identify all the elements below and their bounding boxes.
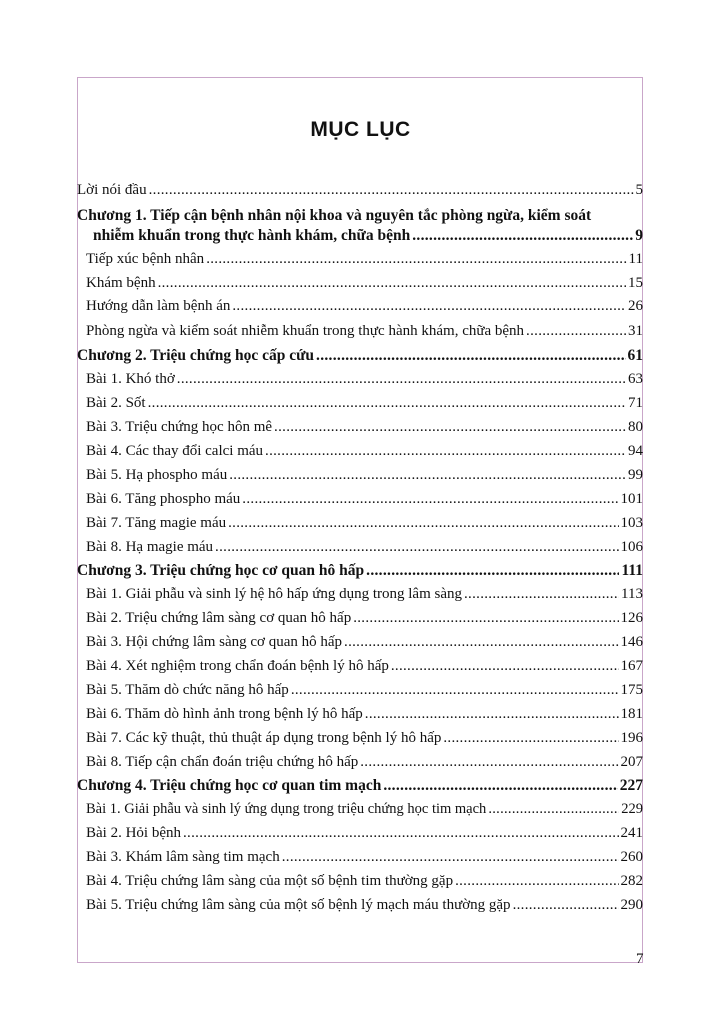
toc-leader: [455, 872, 618, 891]
toc-entry[interactable]: [86, 657, 643, 676]
toc-leader: [366, 561, 619, 580]
toc-entry-label: Lời nói đầu: [77, 182, 147, 198]
toc-entry-label: Bài 4. Xét nghiệm trong chẩn đoán bệnh lý hô hấp: [86, 658, 389, 674]
toc-leader: [177, 370, 626, 389]
toc-entry-page: 146: [620, 634, 643, 650]
toc-leader: [464, 585, 619, 604]
toc-entry-label: Bài 1. Giải phẫu và sinh lý ứng dụng trong triệu chứng học tim mạch: [86, 801, 487, 817]
toc-entry-page: 167: [620, 658, 643, 674]
toc-entry-page: 31: [628, 323, 643, 339]
toc-leader: [149, 181, 634, 200]
toc-entry-label: Bài 5. Thăm dò chức năng hô hấp: [86, 682, 289, 698]
toc-leader: [148, 394, 626, 413]
toc-chapter-4[interactable]: [77, 776, 643, 795]
toc-entry[interactable]: [86, 800, 643, 819]
toc-leader: [526, 322, 626, 341]
toc-leader: [158, 274, 626, 293]
toc-entry[interactable]: [86, 585, 643, 604]
toc-entry-page: 9: [635, 227, 643, 244]
toc-leader: [265, 442, 626, 461]
toc-entry[interactable]: [86, 514, 643, 533]
toc-entry-page: 26: [628, 298, 643, 314]
toc-entry-page: 260: [620, 849, 643, 865]
toc-leader: [383, 776, 617, 795]
toc-entry-label: Chương 3. Triệu chứng học cơ quan hô hấp: [77, 562, 365, 579]
page-title: MỤC LỤC: [310, 118, 411, 141]
toc-entry-label: Bài 2. Sốt: [86, 395, 146, 411]
toc-leader: [183, 824, 619, 843]
toc-entry-label: Bài 4. Triệu chứng lâm sàng của một số bệnh tim thường gặp: [86, 873, 454, 889]
toc-leader: [282, 848, 619, 867]
toc-entry-label: Bài 3. Khám lâm sàng tim mạch: [86, 849, 280, 865]
toc-entry-page: 106: [620, 539, 643, 555]
toc-entry-page: 282: [620, 873, 643, 889]
toc-entry-label: Tiếp xúc bệnh nhân: [86, 251, 205, 267]
toc-entry[interactable]: [86, 297, 643, 316]
toc-entry[interactable]: [86, 609, 643, 628]
toc-leader: [513, 896, 619, 915]
toc-entry[interactable]: [86, 872, 643, 891]
toc-entry[interactable]: [86, 322, 643, 341]
toc-leader: [215, 538, 618, 557]
toc-leader: [353, 609, 618, 628]
toc-entry-page: 94: [628, 443, 643, 459]
toc-leader: [228, 514, 618, 533]
toc-entry[interactable]: [86, 729, 643, 748]
toc-entry-page: 15: [628, 275, 643, 291]
toc-entry-label: Bài 6. Tăng phospho máu: [86, 491, 241, 507]
toc-leader: [242, 490, 618, 509]
toc-leader: [232, 297, 626, 316]
toc-entry-label: Bài 6. Thăm dò hình ảnh trong bệnh lý hô hấp: [86, 706, 363, 722]
toc-entry-label: Chương 4. Triệu chứng học cơ quan tim mạch: [77, 777, 382, 794]
toc-entry-page: 207: [620, 754, 643, 770]
toc-leader: [412, 226, 633, 245]
toc-entry[interactable]: [86, 490, 643, 509]
toc-entry[interactable]: [86, 418, 643, 437]
toc-entry-page: 71: [628, 395, 643, 411]
toc-entry[interactable]: [86, 274, 643, 293]
toc-entry-page: 126: [620, 610, 643, 626]
toc-entry-page: 241: [620, 825, 643, 841]
toc-entry-label: Bài 7. Tăng magie máu: [86, 515, 227, 531]
toc-entry[interactable]: [86, 442, 643, 461]
toc-entry[interactable]: [86, 370, 643, 389]
toc-entry-page: 111: [621, 562, 643, 579]
toc-entry[interactable]: [86, 466, 643, 485]
toc-entry[interactable]: [86, 633, 643, 652]
toc-entry-page: 61: [627, 347, 643, 364]
toc-entry-label: Bài 1. Giải phẫu và sinh lý hệ hô hấp ứng dụng trong lâm sàng: [86, 586, 462, 602]
toc-entry-label: Bài 2. Hỏi bệnh: [86, 825, 181, 841]
toc-leader: [316, 346, 625, 365]
toc-entry-label: Bài 5. Hạ phospho máu: [86, 467, 228, 483]
toc-entry-page: 113: [621, 586, 643, 602]
toc-entry-label: Bài 8. Hạ magie máu: [86, 539, 214, 555]
toc-entry[interactable]: [86, 250, 643, 269]
toc-entry[interactable]: [86, 824, 643, 843]
toc-entry-page: 290: [620, 897, 643, 913]
page-number: 7: [636, 951, 644, 967]
toc-entry-label: Bài 3. Triệu chứng học hôn mê: [86, 419, 273, 435]
toc-entry[interactable]: [86, 705, 643, 724]
toc-chapter-1-line1[interactable]: Chương 1. Tiếp cận bệnh nhân nội khoa và nguyên tắc phòng ngừa, kiểm soát: [77, 207, 592, 224]
toc-entry-page: 196: [620, 730, 643, 746]
toc-entry[interactable]: [86, 848, 643, 867]
toc-entry-label: Khám bệnh: [86, 275, 156, 291]
toc-entry-label: Bài 4. Các thay đổi calci máu: [86, 443, 264, 459]
toc-entry-label: Bài 7. Các kỹ thuật, thủ thuật áp dụng trong bệnh lý hô hấp: [86, 730, 442, 746]
toc-entry-label: Bài 5. Triệu chứng lâm sàng của một số bệnh lý mạch máu thường gặp: [86, 897, 511, 913]
toc-entry-label: Bài 2. Triệu chứng lâm sàng cơ quan hô hấp: [86, 610, 352, 626]
toc-leader: [344, 633, 618, 652]
toc-entry-label: Phòng ngừa và kiểm soát nhiễm khuẩn trong thực hành khám, chữa bệnh: [86, 323, 525, 339]
toc-leader: [206, 250, 626, 269]
toc-entry-label: Hướng dẫn làm bệnh án: [86, 298, 231, 314]
toc-chapter-3[interactable]: [77, 561, 643, 580]
toc-entry-page: 181: [620, 706, 643, 722]
toc-leader: [365, 705, 619, 724]
toc-entry-label: nhiễm khuẩn trong thực hành khám, chữa bệnh: [93, 227, 411, 244]
toc-entry-label: Bài 1. Khó thở: [86, 371, 175, 387]
toc-entry[interactable]: [86, 681, 643, 700]
toc-entry-page: 229: [621, 801, 643, 817]
toc-entry[interactable]: [86, 394, 643, 413]
toc-leader: [291, 681, 619, 700]
toc-leader: [391, 657, 619, 676]
toc-chapter-2[interactable]: [77, 346, 643, 365]
toc-entry[interactable]: [86, 896, 643, 915]
toc-entry[interactable]: [86, 753, 643, 772]
toc-entry-page: 227: [619, 777, 643, 794]
toc-entry-page: 5: [635, 182, 643, 198]
toc-chapter-1[interactable]: [93, 226, 643, 245]
toc-entry-page: 80: [628, 419, 643, 435]
toc-entry-page: 101: [620, 491, 643, 507]
toc-entry-page: 63: [628, 371, 643, 387]
toc-entry-label: Chương 2. Triệu chứng học cấp cứu: [77, 347, 315, 364]
toc-entry[interactable]: [86, 538, 643, 557]
toc-leader: [488, 800, 619, 819]
toc-leader: [443, 729, 618, 748]
toc-leader: [229, 466, 626, 485]
toc-entry-page: 175: [620, 682, 643, 698]
toc-entry-page: 11: [628, 251, 643, 267]
toc-entry-label: Bài 3. Hội chứng lâm sàng cơ quan hô hấp: [86, 634, 343, 650]
toc-entry-preface[interactable]: [77, 181, 643, 200]
toc-leader: [360, 753, 618, 772]
toc-entry-page: 103: [620, 515, 643, 531]
toc-leader: [274, 418, 626, 437]
toc-entry-page: 99: [628, 467, 643, 483]
toc-entry-label: Bài 8. Tiếp cận chẩn đoán triệu chứng hô hấp: [86, 754, 359, 770]
